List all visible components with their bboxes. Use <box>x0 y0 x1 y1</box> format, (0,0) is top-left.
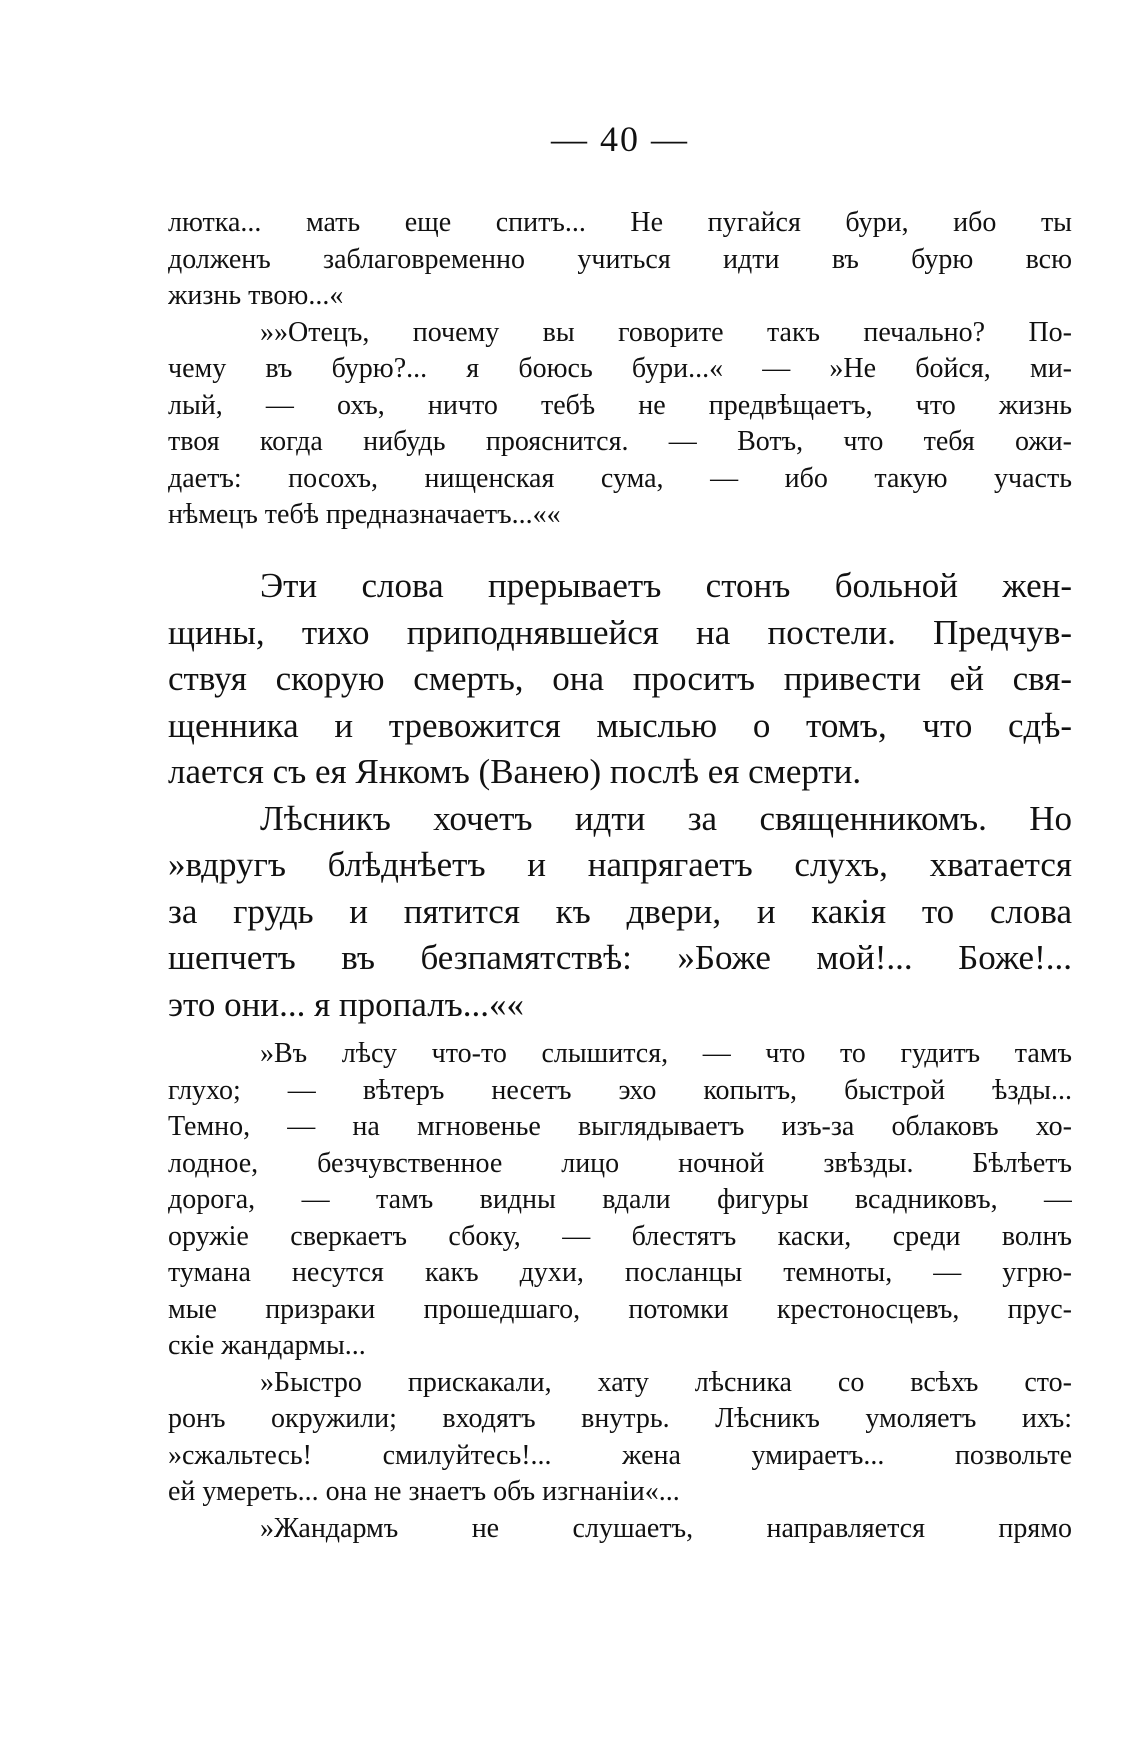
text-line: Лѣсникъ хочетъ идти за священникомъ. Но <box>260 798 1072 838</box>
text-line: щины, тихо приподнявшейся на постели. Предчув- <box>168 612 1072 652</box>
text-line: мые призраки прошедшаго, потомки крестоносцевъ, прус- <box>168 1293 1072 1325</box>
text-line: жизнь твою...« <box>168 280 344 311</box>
text-line: это они... я пропалъ...«« <box>168 984 525 1024</box>
text-line: »»Отецъ, почему вы говорите такъ печально? По- <box>260 316 1072 348</box>
text-block-quote <box>168 1036 1072 1547</box>
text-line: лютка... мать еще спитъ... Не пугайся бури, ибо ты <box>168 207 1072 238</box>
text-line: скіе жандармы... <box>168 1330 366 1361</box>
text-line: даетъ: посохъ, нищенская сума, — ибо такую участь <box>168 462 1072 494</box>
text-line: »Въ лѣсу что-то слышится, — что то гудитъ тамъ <box>260 1038 1072 1069</box>
text-line: тумана несутся какъ духи, посланцы темноты, — угрю- <box>168 1257 1072 1288</box>
text-line: »Жандармъ не слушаетъ, направляется прямо <box>260 1512 1072 1544</box>
text-line: за грудь и пятится къ двери, и какія то слова <box>168 891 1072 931</box>
text-line: чему въ бурю?... я боюсь бури...« — »Не бойся, ми- <box>168 353 1072 384</box>
text-line: »Быстро прискакали, хату лѣсника со всѣхъ сто- <box>260 1366 1072 1398</box>
text-line: оружіе сверкаетъ сбоку, — блестятъ каски, среди волнъ <box>168 1220 1072 1252</box>
text-line: ей умереть... она не знаетъ объ изгнаніи«... <box>168 1476 680 1507</box>
text-line: нѣмецъ тебѣ предназначаетъ...«« <box>168 499 561 530</box>
text-line: »сжальтесь! смилуйтесь!... жена умираетъ... позвольте <box>168 1439 1072 1471</box>
text-line: лый, — охъ, ничто тебѣ не предвѣщаетъ, что жизнь <box>168 389 1072 421</box>
text-line: Темно, — на мгновенье выглядываетъ изъ-за облаковъ хо- <box>168 1111 1072 1142</box>
text-line: долженъ заблаговременно учиться идти въ бурю всю <box>168 243 1072 275</box>
text-line: ронъ окружили; входятъ внутрь. Лѣсникъ умоляетъ ихъ: <box>168 1403 1072 1434</box>
text-line: щенника и тревожится мыслью о томъ, что сдѣ- <box>168 705 1072 745</box>
text-line: лается съ ея Янкомъ (Ванею) послѣ ея смерти. <box>168 752 862 791</box>
text-line: »вдругъ блѣднѣетъ и напрягаетъ слухъ, хватается <box>168 845 1072 884</box>
text-line: дорога, — тамъ видны вдали фигуры всадниковъ, — <box>168 1184 1072 1215</box>
text-line: твоя когда нибудь прояснится. — Вотъ, что тебя ожи- <box>168 426 1072 457</box>
text-block-narrative <box>168 563 1072 1028</box>
text-line: Эти слова прерываетъ стонъ больной жен- <box>260 566 1072 605</box>
text-block-letter <box>168 205 1072 534</box>
page-number: — 40 — <box>551 119 689 159</box>
text-line: глухо; — вѣтеръ несетъ эхо копытъ, быстрой ѣзды... <box>168 1074 1072 1106</box>
text-line: лодное, безчувственное лицо ночной звѣзды. Бѣлѣетъ <box>168 1147 1072 1179</box>
text-line: ствуя скорую смерть, она проситъ привести ей свя- <box>168 659 1072 698</box>
text-line: шепчетъ въ безпамятствѣ: »Боже мой!... Боже!... <box>168 938 1072 977</box>
